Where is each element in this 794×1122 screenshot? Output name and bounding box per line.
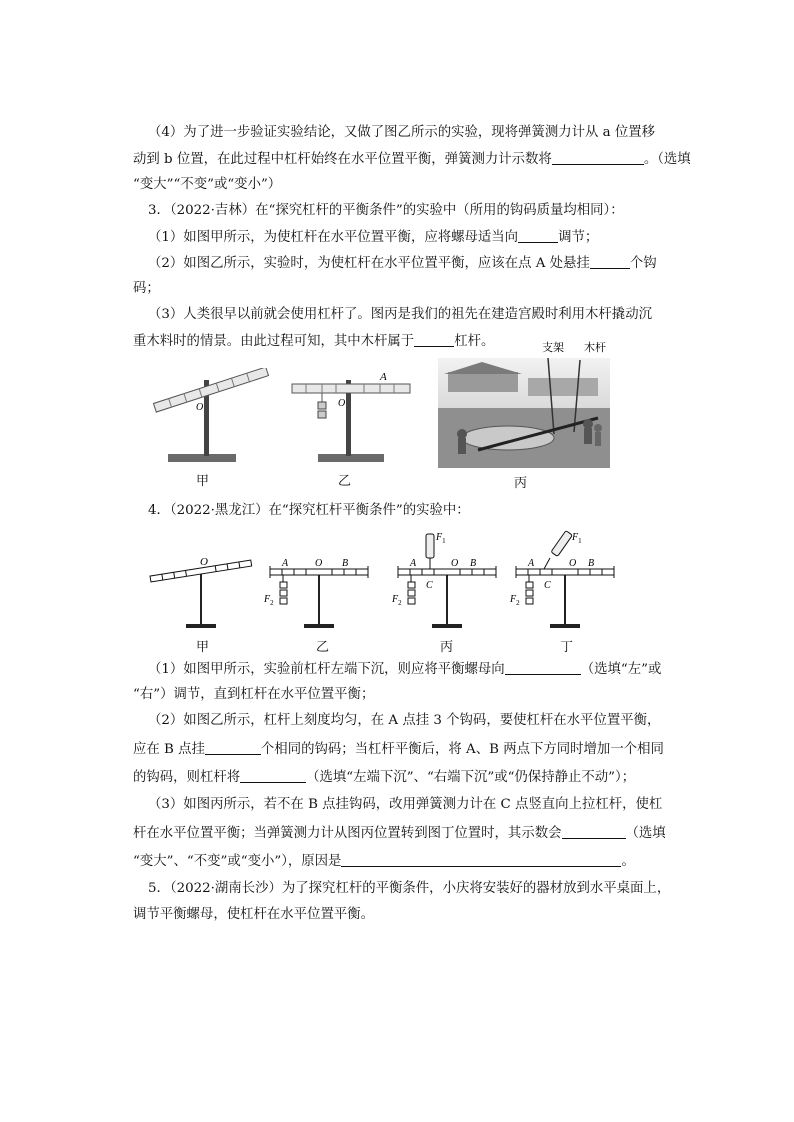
pivot-label-o: O xyxy=(451,558,459,569)
q2-part4-line3: “变大”“不变”或“变小”） xyxy=(133,177,282,192)
force-label-f2: $F_2$ xyxy=(264,594,274,607)
pivot-label-o: O xyxy=(196,402,204,413)
answer-blank[interactable] xyxy=(518,228,558,243)
q3-part2: （2）如图乙所示，实验时，为使杠杆在水平位置平衡，应该在点 A 处悬挂 个钩 xyxy=(148,256,657,271)
q4-part3-cont2: “变大”、“不变”或“变小”），原因是 。 xyxy=(133,854,635,869)
q4-part2-cont2: 的钩码，则杠杆将 （选填“左端下沉”、“右端下沉”或“仍保持静止不动”）； xyxy=(133,770,636,785)
label-support: 支架 xyxy=(542,342,564,354)
answer-blank[interactable] xyxy=(552,150,644,165)
q4-fig-jia xyxy=(150,556,252,628)
caption-ding: 丁 xyxy=(560,640,574,655)
caption-yi: 乙 xyxy=(338,474,352,489)
q4-fig-yi xyxy=(263,558,368,628)
q4-part3-cont: 杆在水平位置平衡；当弹簧测力计从图丙位置转到图丁位置时，其示数会 （选填 xyxy=(133,826,666,841)
point-label-c: C xyxy=(544,580,551,591)
q2-part4-line1: （4）为了进一步验证实验结论，又做了图乙所示的实验，现将弹簧测力计从 a 位置移 xyxy=(148,125,656,140)
q4-part3: （3）如图丙所示，若不在 B 点挂钩码，改用弹簧测力计在 C 点竖直向上拉杠杆，使杠 xyxy=(148,797,663,812)
force-label-f1: $F_1$ xyxy=(436,532,446,545)
pivot-label-o: O xyxy=(338,398,346,409)
pivot-label-o: O xyxy=(315,558,323,569)
q4-part2: （2）如图乙所示，杠杆上刻度均匀，在 A 点挂 3 个钩码，要使杠杆在水平位置平衡， xyxy=(148,713,661,728)
pivot-label-o: O xyxy=(569,558,577,569)
answer-blank[interactable] xyxy=(590,254,630,269)
q3-stem: 3．（2022·吉林）在“探究杠杆的平衡条件”的实验中（所用的钩码质量均相同）： xyxy=(148,203,624,218)
pivot-label-o: O xyxy=(200,556,208,568)
q4-stem: 4．（2022·黑龙江）在“探究杠杆平衡条件”的实验中： xyxy=(148,503,470,518)
caption-jia: 甲 xyxy=(196,640,210,655)
caption-jia: 甲 xyxy=(196,474,210,489)
q3-figure-yi xyxy=(288,368,416,464)
q3-part1: （1）如图甲所示，为使杠杆在水平位置平衡，应将螺母适当向 调节； xyxy=(148,230,599,245)
force-label-f2: $F_2$ xyxy=(510,594,520,607)
q4-figures xyxy=(146,528,616,638)
q3-part3-cont: 重木料时的情景。由此过程可知，其中木杆属于 杠杆。 xyxy=(133,334,495,349)
answer-blank[interactable] xyxy=(562,824,626,839)
point-label-b: B xyxy=(342,558,349,569)
q5-stem-cont: 调节平衡螺母，使杠杆在水平位置平衡。 xyxy=(133,907,375,922)
force-label-f1: $F_1$ xyxy=(572,532,582,545)
caption-bing: 丙 xyxy=(440,640,454,655)
q4-part1: （1）如图甲所示，实验前杠杆左端下沉，则应将平衡螺母向 （选填“左”或 xyxy=(148,662,662,677)
point-label-c: C xyxy=(426,580,433,591)
q2-part4-line2: 动到 b 位置，在此过程中杠杆始终在水平位置平衡，弹簧测力计示数将 。（选填 xyxy=(133,152,691,167)
answer-blank[interactable] xyxy=(505,660,581,675)
q3-part3: （3）人类很早以前就会使用杠杆了。图丙是我们的祖先在建造宫殿时利用木杆撬动沉 xyxy=(148,307,652,322)
point-label-a: A xyxy=(282,558,289,569)
caption-bing: 丙 xyxy=(514,476,528,491)
q3-figure-bing xyxy=(438,338,610,468)
q3-figure-jia xyxy=(148,368,278,464)
answer-blank[interactable] xyxy=(341,852,621,867)
q3-part2-cont: 码； xyxy=(133,281,160,296)
q4-fig-bing xyxy=(391,532,496,628)
label-pole: 木杆 xyxy=(584,342,606,354)
answer-blank[interactable] xyxy=(240,768,306,783)
point-label-a: A xyxy=(380,371,387,383)
point-label-b: B xyxy=(470,558,477,569)
force-label-f2: $F_2$ xyxy=(392,594,402,607)
point-label-a: A xyxy=(528,558,535,569)
q4-fig-ding xyxy=(509,531,614,628)
point-label-b: B xyxy=(588,558,595,569)
q4-part1-cont: “右”）调节，直到杠杆在水平位置平衡； xyxy=(133,687,375,702)
caption-yi: 乙 xyxy=(316,640,330,655)
point-label-a: A xyxy=(410,558,417,569)
q5-stem: 5．（2022·湖南长沙）为了探究杠杆的平衡条件，小庆将安装好的器材放到水平桌面上， xyxy=(148,881,671,896)
answer-blank[interactable] xyxy=(205,740,261,755)
q4-part2-cont: 应在 B 点挂 个相同的钩码；当杠杆平衡后，将 A、B 两点下方同时增加一个相同 xyxy=(133,742,664,757)
